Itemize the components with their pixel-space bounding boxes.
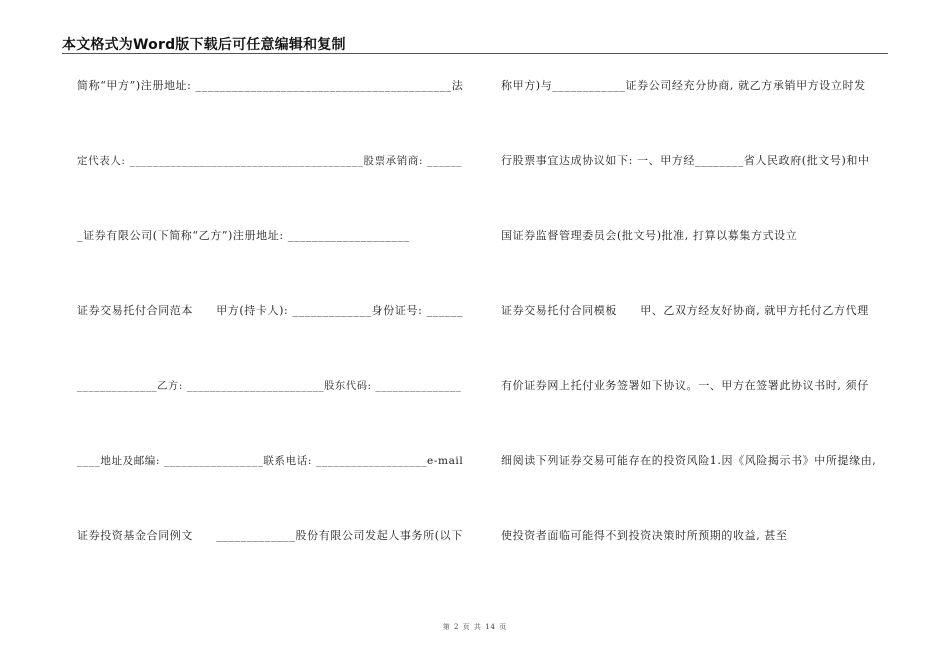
text-line: 使投资者面临可能得不到投资决策时所预期的收益, 甚至 bbox=[501, 529, 788, 542]
right-text-column bbox=[501, 0, 891, 600]
text-line: 证券交易托付合同模板 甲、乙双方经友好协商, 就甲方托付乙方代理 bbox=[501, 304, 869, 317]
document-header-title: 本文格式为Word版下载后可任意编辑和复制 bbox=[62, 37, 346, 53]
text-line: 证券交易托付合同范本 甲方(持卡人): _____________身份证号: ______ bbox=[77, 304, 464, 317]
text-line: 有价证券网上托付业务签署如下协议。一、甲方在签署此协议书时, 须仔 bbox=[501, 379, 869, 392]
text-line: 证券投资基金合同例文 _____________股份有限公司发起人事务所(以下 bbox=[77, 529, 463, 542]
text-line: 行股票事宜达成协议如下: 一、甲方经________省人民政府(批文号)和中 bbox=[501, 154, 870, 167]
text-line: 简称“甲方”)注册地址: __________________________________________法 bbox=[77, 79, 464, 92]
text-line: ____地址及邮编: _________________联系电话: ___________________e-mail bbox=[77, 455, 464, 467]
page-number-footer: 第 2 页 共 14 页 bbox=[442, 623, 508, 631]
left-text-column bbox=[77, 0, 467, 600]
text-line: 细阅读下列证券交易可能存在的投资风险1.因《风险揭示书》中所提缘由, bbox=[501, 454, 877, 467]
text-line: 国证券监督管理委员会(批文号)批准, 打算以募集方式设立 bbox=[501, 229, 798, 242]
text-line: 称甲方)与____________证券公司经充分协商, 就乙方承销甲方设立时发 bbox=[501, 79, 866, 92]
text-line: ______________乙方: ________________________股东代码: _______________ bbox=[77, 380, 462, 392]
text-line: 定代表人: ________________________________________股票承销商: ______ bbox=[77, 155, 463, 167]
text-line: _证券有限公司(下简称“乙方”)注册地址: ____________________ bbox=[77, 229, 410, 242]
